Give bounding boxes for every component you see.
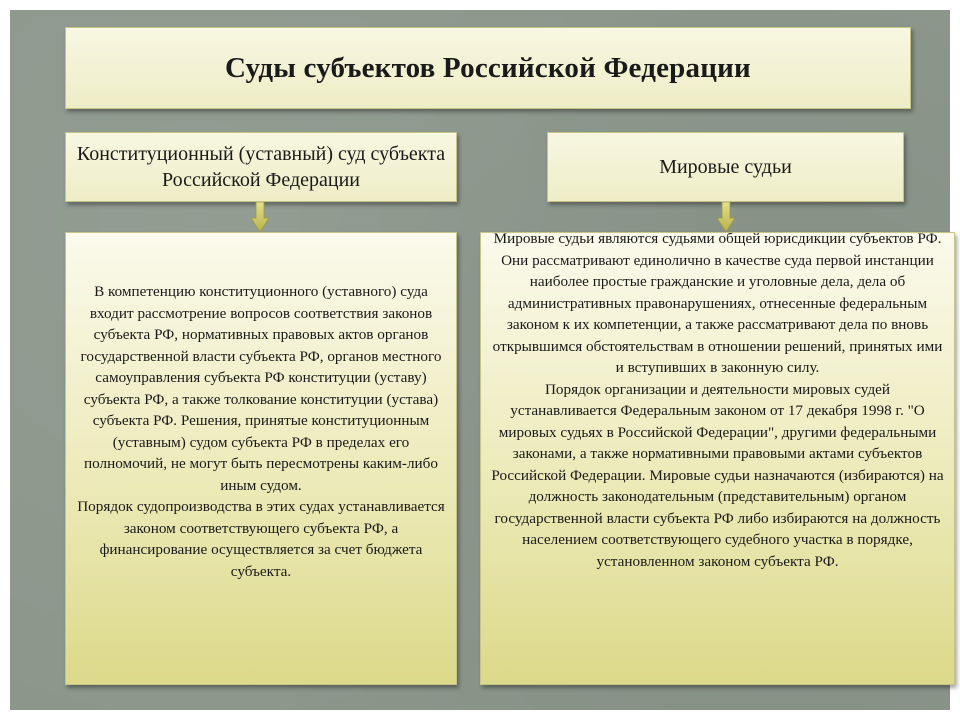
magistrates-header-label: Мировые судьи (659, 156, 792, 178)
slide-background (10, 10, 950, 710)
description-paragraph: Мировые судьи являются судьями общей юрисдикции субъектов РФ. Они рассматривают единолично в качестве суда первой инстанции наиболее простые гражданские и уголовные дела, дела об административных правонарушениях, отнесенные федеральным законом к их компетенции, а также рассматривают дела по вновь открывшимся обстоятельствам в отношении решений, принятых ими и вступивших в законную силу. (492, 232, 943, 376)
description-paragraph: Порядок организации и деятельности мировых судей устанавливается Федеральным законом от 17 декабря 1998 г. "О мировых судьях в Российской Федерации", другими федеральными законами, а также нормативными правовыми актами субъектов Российской Федерации. Мировые судьи назначаются (избираются) на должность законодательным (представительным) органом государственной власти субъекта РФ либо избираются на должность населением соответствующего судебного участка в порядке, установленном законом субъекта РФ. (491, 380, 944, 570)
constitutional-court-text (74, 281, 448, 582)
description-paragraph: В компетенцию конституционного (уставного) суда входит рассмотрение вопросов соответствия законов субъекта РФ, нормативных правовых актов органов государственной власти субъекта РФ, органов местного самоуправления субъекта РФ конституции (уставу) субъекта РФ, а также толкование конституции (устава) субъекта РФ. Решения, принятые конституционным (уставным) судом субъекта РФ в пределах его полномочий, не могут быть пересмотрены каким-либо иным судом. (80, 283, 442, 494)
arrow-down-icon (251, 202, 269, 232)
title-box (65, 27, 911, 109)
constitutional-court-header-label: Конституционный (уставный) суд субъекта Российской Федерации (76, 143, 446, 191)
description-paragraph: Порядок судопроизводства в этих судах устанавливается законом соответствующего субъекта РФ, а финансирование осуществляется за счет бюджета субъекта. (77, 498, 445, 580)
arrow-down-icon (717, 202, 735, 232)
constitutional-court-description (65, 232, 457, 685)
magistrates-header (547, 132, 904, 202)
magistrates-text (491, 232, 944, 572)
magistrates-description (480, 232, 955, 685)
page-title: Суды субъектов Российской Федерации (225, 51, 751, 84)
constitutional-court-header (65, 132, 457, 202)
